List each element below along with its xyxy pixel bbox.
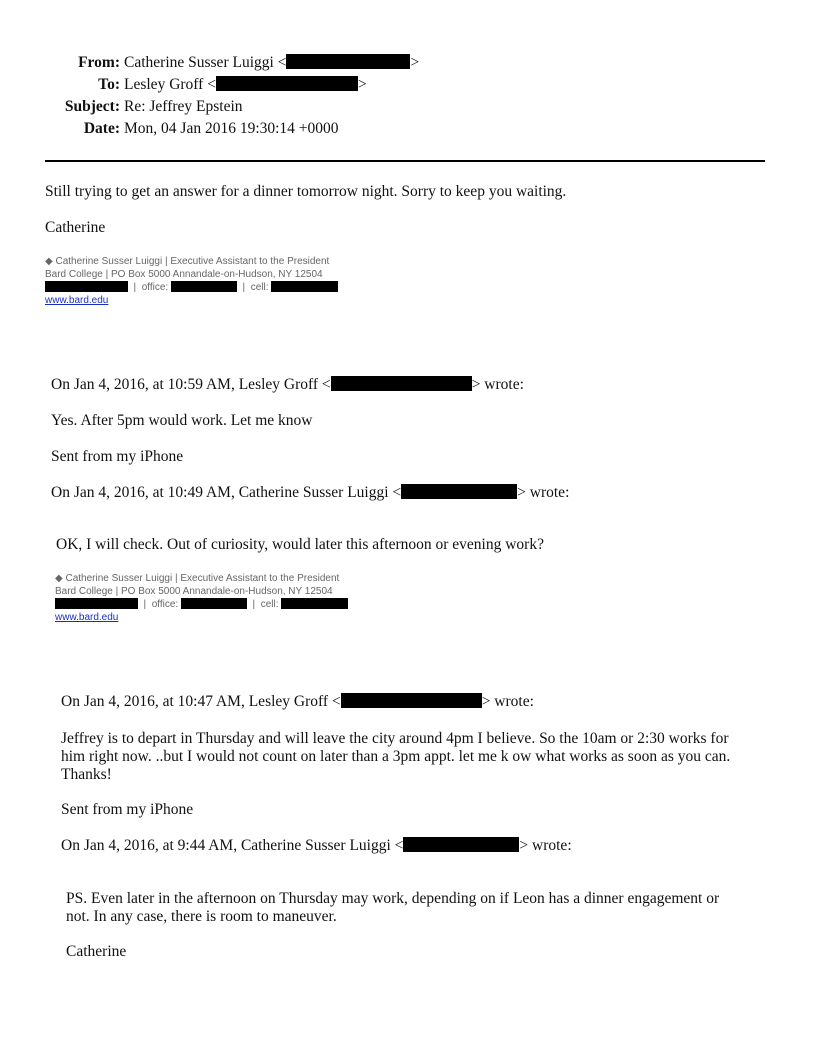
header-from xyxy=(0,53,816,73)
signature-line-name: ◆ Catherine Susser Luiggi | Executive Assistant to the President xyxy=(55,573,340,584)
header-subject xyxy=(0,97,816,117)
attribution-wrote: > wrote: xyxy=(471,376,524,393)
redaction-box xyxy=(286,54,410,69)
signature-line-contacts xyxy=(45,281,338,294)
angle-close: > xyxy=(357,76,367,93)
attribution-text: On Jan 4, 2016, at 10:59 AM, Lesley Groff < xyxy=(51,376,331,393)
redaction-box xyxy=(171,281,237,292)
message-signoff: Catherine xyxy=(45,219,106,236)
redaction-box xyxy=(331,376,472,391)
date-value: Mon, 04 Jan 2016 19:30:14 +0000 xyxy=(124,120,339,137)
attribution-wrote: > wrote: xyxy=(517,484,570,501)
to-value xyxy=(124,75,367,95)
signature-line-address: Bard College | PO Box 5000 Annandale-on-Hudson, NY 12504 xyxy=(45,269,323,280)
quote-body-line: him right now. ..but I would not count on later than a 3pm appt. let me k ow what works as soon as you can. xyxy=(61,748,731,765)
office-label: | office: xyxy=(138,599,181,610)
redaction-box xyxy=(216,76,358,91)
redaction-box xyxy=(403,837,519,852)
redaction-box xyxy=(281,598,348,609)
quote-body-line: not. In any case, there is room to maneuver. xyxy=(66,908,337,925)
email-signature xyxy=(55,572,348,624)
from-value xyxy=(124,53,419,73)
bard-website-link[interactable]: www.bard.edu xyxy=(55,612,119,623)
cell-label: | cell: xyxy=(237,282,272,293)
header-to xyxy=(0,75,816,95)
date-label: Date: xyxy=(83,120,120,137)
attribution-wrote: > wrote: xyxy=(481,693,534,710)
attribution-text: On Jan 4, 2016, at 10:49 AM, Catherine Susser Luiggi < xyxy=(51,484,402,501)
cell-label: | cell: xyxy=(247,599,282,610)
to-name: Lesley Groff < xyxy=(124,76,216,93)
signature-line-address: Bard College | PO Box 5000 Annandale-on-Hudson, NY 12504 xyxy=(55,586,333,597)
sent-from-iphone: Sent from my iPhone xyxy=(51,448,184,465)
redaction-box xyxy=(55,598,138,609)
angle-close: > xyxy=(410,54,420,71)
attribution-text: On Jan 4, 2016, at 9:44 AM, Catherine Susser Luiggi < xyxy=(61,837,404,854)
subject-value: Re: Jeffrey Epstein xyxy=(124,98,243,115)
header-divider xyxy=(45,160,765,162)
signature-line-contacts xyxy=(55,598,348,611)
quote-attribution xyxy=(61,693,534,711)
redaction-box xyxy=(271,281,338,292)
signature-line-name: ◆ Catherine Susser Luiggi | Executive Assistant to the President xyxy=(45,256,330,267)
email-signature xyxy=(45,255,338,307)
from-name: Catherine Susser Luiggi < xyxy=(124,54,287,71)
quote-attribution xyxy=(51,376,524,394)
quote-body: Yes. After 5pm would work. Let me know xyxy=(51,412,313,429)
redaction-box xyxy=(401,484,517,499)
from-label: From: xyxy=(78,54,120,71)
quote-attribution xyxy=(61,837,572,855)
to-label: To: xyxy=(98,76,120,93)
attribution-text: On Jan 4, 2016, at 10:47 AM, Lesley Groff < xyxy=(61,693,341,710)
redaction-box xyxy=(341,693,482,708)
office-label: | office: xyxy=(128,282,171,293)
header-date xyxy=(0,119,816,139)
redaction-box xyxy=(45,281,128,292)
bard-website-link[interactable]: www.bard.edu xyxy=(45,295,109,306)
quote-attribution xyxy=(51,484,569,502)
subject-label: Subject: xyxy=(64,98,120,115)
quote-body-line: Jeffrey is to depart in Thursday and will leave the city around 4pm I believe. So the 10am or 2:30 works for xyxy=(61,730,729,747)
sent-from-iphone: Sent from my iPhone xyxy=(61,801,194,818)
quote-body-line: Thanks! xyxy=(61,766,112,783)
redaction-box xyxy=(181,598,247,609)
attribution-wrote: > wrote: xyxy=(519,837,572,854)
quote-body-line: PS. Even later in the afternoon on Thursday may work, depending on if Leon has a dinner engagement or xyxy=(66,890,720,907)
quote-signoff: Catherine xyxy=(66,943,127,960)
message-body: Still trying to get an answer for a dinner tomorrow night. Sorry to keep you waiting. xyxy=(45,183,567,200)
quote-body: OK, I will check. Out of curiosity, would later this afternoon or evening work? xyxy=(56,536,544,553)
